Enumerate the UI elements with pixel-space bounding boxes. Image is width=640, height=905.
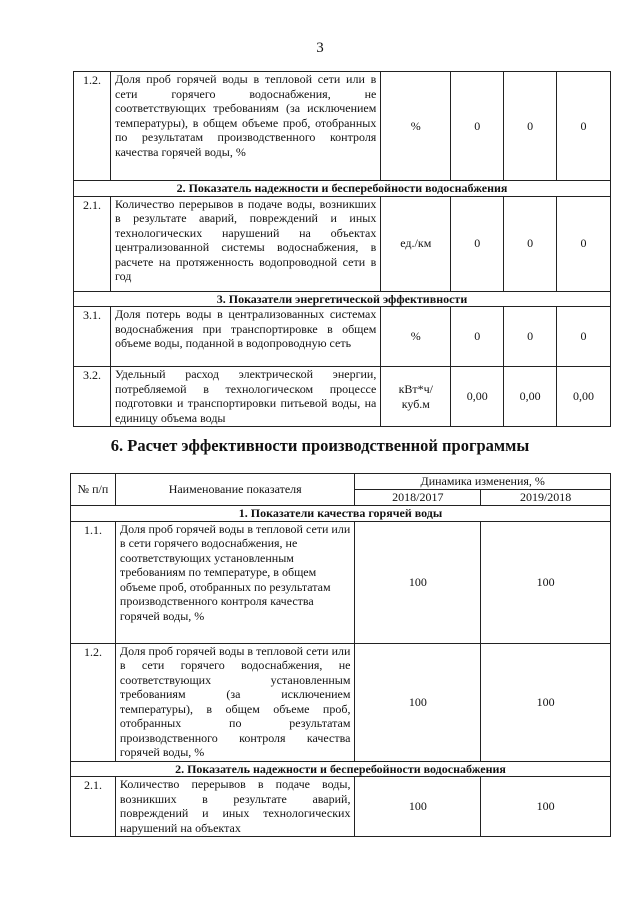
table-row (71, 521, 611, 643)
row-number: 2.1. (74, 196, 111, 291)
section-row (71, 506, 611, 522)
section-title: 3. Показатели энергетической эффективности (74, 291, 611, 307)
indicator-name: Доля проб горячей воды в тепловой сети или в сети горячего водоснабжения, не соответствующих требованиям (за исключением температуры), в общем объеме проб, отобранных по результатам производственного контроля качества горячей воды, % (110, 72, 380, 181)
section-row (74, 291, 611, 307)
value-cell: 0,00 (504, 367, 557, 427)
unit-cell: % (381, 307, 451, 367)
section-title: 2. Показатель надежности и бесперебойности водоснабжения (74, 181, 611, 197)
unit-cell: ед./км (381, 196, 451, 291)
value-cell: 0,00 (557, 367, 611, 427)
row-number: 3.2. (74, 367, 111, 427)
row-number: 3.1. (74, 307, 111, 367)
value-cell: 0,00 (451, 367, 504, 427)
indicator-name: Доля проб горячей воды в тепловой сети или в сети горячего водоснабжения, не соответствующих установленным требованиям (за исключением температуры), в общем объеме проб, отобранных по результатам производственного контроля качества горячей воды, % (115, 643, 355, 761)
indicator-name: Доля потерь воды в централизованных системах водоснабжения при транспортировке в общем объеме воды, поданной в водопроводную сеть (110, 307, 380, 367)
table-row (74, 196, 611, 291)
table-row (74, 367, 611, 427)
value-cell: 100 (355, 643, 481, 761)
value-cell: 0 (451, 307, 504, 367)
value-cell: 100 (481, 777, 611, 837)
header-year-1: 2018/2017 (355, 490, 481, 506)
value-cell: 100 (481, 521, 611, 643)
section-title: 1. Показатели качества горячей воды (71, 506, 611, 522)
row-number: 2.1. (71, 777, 116, 837)
value-cell: 0 (557, 196, 611, 291)
table-row (74, 307, 611, 367)
section-row (71, 761, 611, 777)
table-row (71, 777, 611, 837)
row-number: 1.1. (71, 521, 116, 643)
value-cell: 0 (451, 72, 504, 181)
indicator-name: Доля проб горячей воды в тепловой сети или в сети горячего водоснабжения, не соответствующих установленным требованиям по температуре, в общем объеме проб, отобранных по результатам производственного контроля качества горячей воды, % (115, 521, 355, 643)
header-row (71, 474, 611, 490)
indicator-name: Количество перерывов в подаче воды, возникших в результате аварий, повреждений и иных технологических нарушений на объектах (115, 777, 355, 837)
indicators-table (73, 71, 611, 427)
efficiency-table (70, 473, 611, 837)
indicator-name: Удельный расход электрической энергии, потребляемой в технологическом процессе подготовки и транспортировки питьевой воды, на единицу объема воды (110, 367, 380, 427)
indicator-name: Количество перерывов в подаче воды, возникших в результате аварий, повреждений и иных технологических нарушений на объектах централизованной системы водоснабжения, в расчете на протяженность водопроводной сети в год (110, 196, 380, 291)
value-cell: 100 (481, 643, 611, 761)
value-cell: 100 (355, 777, 481, 837)
value-cell: 100 (355, 521, 481, 643)
page-number: 3 (316, 40, 324, 56)
section-row (74, 181, 611, 197)
unit-cell: кВт*ч/куб.м (381, 367, 451, 427)
header-year-2: 2019/2018 (481, 490, 611, 506)
value-cell: 0 (504, 307, 557, 367)
table-row (74, 72, 611, 181)
row-number: 1.2. (74, 72, 111, 181)
value-cell: 0 (557, 307, 611, 367)
section-heading: 6. Расчет эффективности производственной программы (110, 436, 530, 455)
header-name: Наименование показателя (115, 474, 355, 506)
header-dynamics: Динамика изменения, % (355, 474, 611, 490)
header-num: № п/п (71, 474, 116, 506)
table-row (71, 643, 611, 761)
value-cell: 0 (451, 196, 504, 291)
unit-cell: % (381, 72, 451, 181)
value-cell: 0 (557, 72, 611, 181)
row-number: 1.2. (71, 643, 116, 761)
value-cell: 0 (504, 72, 557, 181)
value-cell: 0 (504, 196, 557, 291)
section-title: 2. Показатель надежности и бесперебойности водоснабжения (71, 761, 611, 777)
